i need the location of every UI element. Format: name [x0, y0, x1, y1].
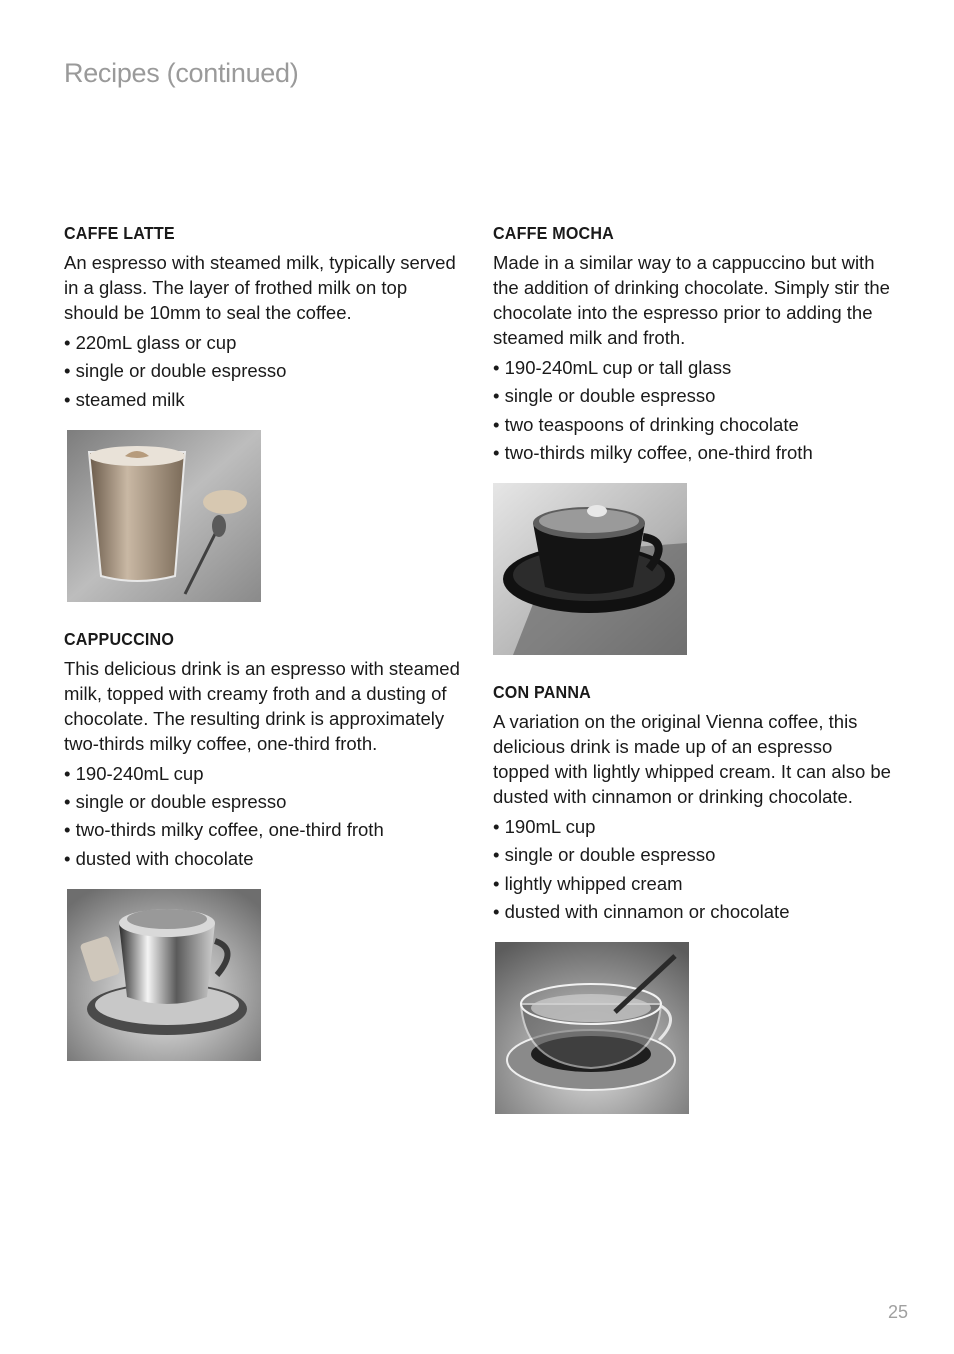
list-item: • dusted with chocolate [64, 845, 464, 873]
recipe-title: CAFFE LATTE [64, 223, 175, 243]
caffe-latte-photo [67, 430, 261, 602]
list-item: • 190mL cup [493, 813, 893, 841]
list-item: • single or double espresso [493, 382, 893, 410]
recipe-description: This delicious drink is an espresso with steamed milk, topped with creamy froth and a dusting of chocolate. The resulting drink is approximately two-thirds milky coffee, one-third froth. [64, 657, 460, 754]
recipe-title: CAPPUCCINO [64, 628, 175, 649]
recipe-description: Made in a similar way to a cappuccino but with the addition of drinking chocolate. Simply stir the chocolate into the espresso prior to adding the steamed milk and froth. [493, 252, 890, 348]
list-item: • steamed milk [64, 386, 464, 414]
ingredient-list [493, 813, 893, 926]
list-item: • single or double espresso [64, 357, 464, 385]
page-number: 25 [887, 1302, 908, 1322]
right-column [493, 222, 893, 1114]
list-item: • lightly whipped cream [493, 870, 893, 898]
con-panna-photo [495, 942, 689, 1114]
ingredient-list [493, 354, 893, 467]
recipe-con-panna [493, 681, 893, 1114]
recipe-description: A variation on the original Vienna coffee, this delicious drink is made up of an espresso topped with lightly whipped cream. It can also be dusted with cinnamon or drinking chocolate. [493, 711, 891, 808]
list-item: • two-thirds milky coffee, one-third froth [64, 816, 464, 844]
recipe-description: An espresso with steamed milk, typically served in a glass. The layer of frothed milk on top should be 10mm to seal the coffee. [64, 252, 456, 323]
left-column [64, 222, 464, 1061]
list-item: • 190-240mL cup [64, 760, 464, 788]
page-title: Recipes (continued) [64, 58, 299, 88]
list-item: • 190-240mL cup or tall glass [493, 354, 893, 382]
recipe-title: CON PANNA [493, 682, 591, 703]
list-item: • single or double espresso [64, 788, 464, 816]
cappuccino-photo [67, 889, 261, 1061]
recipe-cappuccino [64, 628, 464, 1061]
caffe-mocha-photo [493, 483, 687, 655]
ingredient-list [64, 760, 464, 873]
list-item: • two teaspoons of drinking chocolate [493, 411, 893, 439]
list-item: • two-thirds milky coffee, one-third froth [493, 439, 893, 467]
recipe-title: CAFFE MOCHA [493, 223, 614, 243]
list-item: • dusted with cinnamon or chocolate [493, 898, 893, 926]
recipe-caffe-mocha [493, 222, 893, 655]
list-item: • single or double espresso [493, 841, 893, 869]
recipe-caffe-latte [64, 222, 464, 602]
ingredient-list [64, 329, 464, 414]
list-item: • 220mL glass or cup [64, 329, 464, 357]
